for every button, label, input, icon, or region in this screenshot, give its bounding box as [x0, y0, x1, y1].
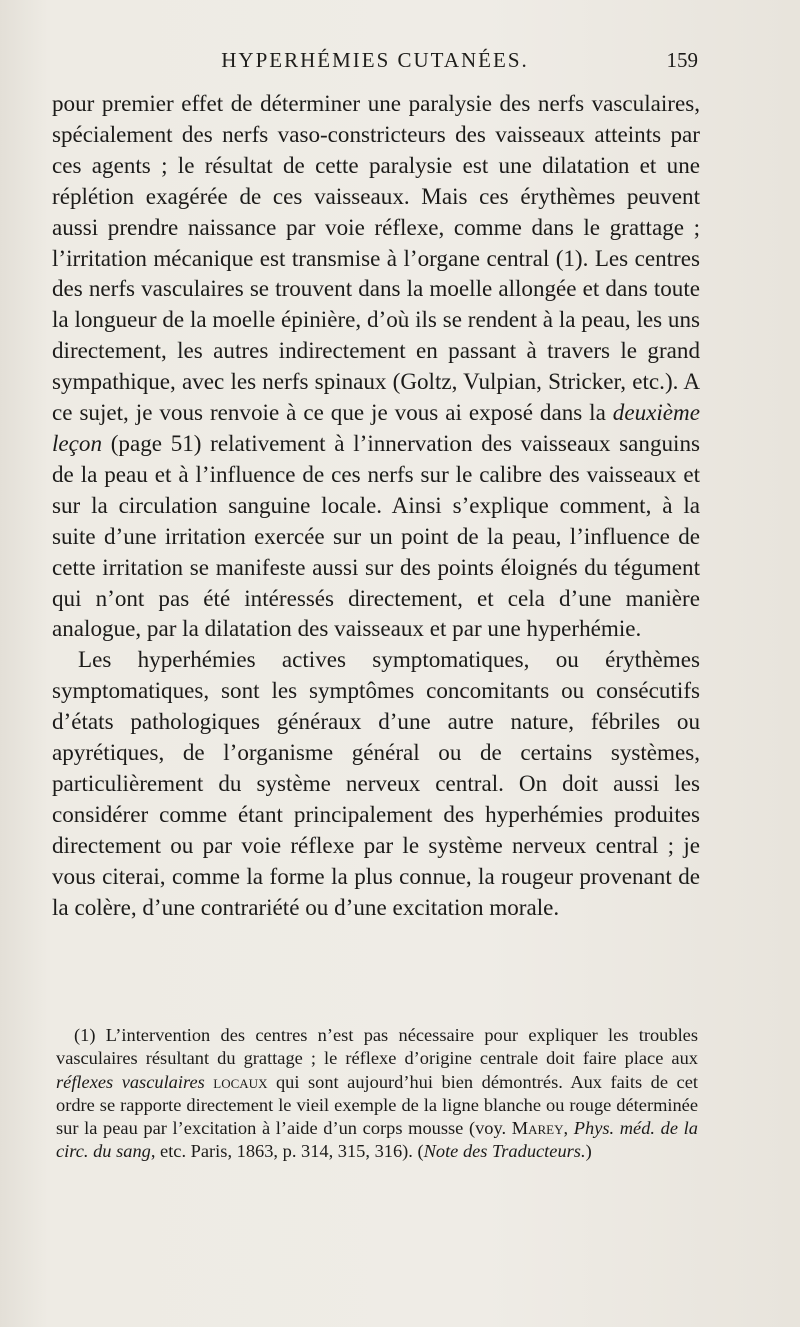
paragraph-1: [52, 88, 700, 644]
paragraph-1-italic: deuxième leçon: [52, 399, 700, 456]
body-text: [52, 88, 700, 922]
running-title: HYPERHÉMIES CUTANÉES.: [221, 48, 529, 72]
footnote-part-1: (1) L’intervention des centres n’est pas nécessaire pour expliquer les troubles vasculaires résultant du grattage ; le réflexe d’origine centrale doit faire place aux: [56, 1025, 698, 1069]
paragraph-2: Les hyperhémies actives symptomatiques, ou érythèmes symptomatiques, sont les symptômes concomitants ou consécutifs d’états pathologiques généraux d’une autre nature, fébriles ou apyrétiques, de l’organisme général ou de certains systèmes, particulièrement du système nerveux central. On doit aussi les considérer comme étant principalement des hyperhémies produites directement ou par voie réflexe par le système nerveux central ; je vous citerai, comme la forme la plus connue, la rougeur provenant de la colère, d’une contrariété ou d’une excitation morale.: [52, 646, 700, 920]
footnote-smallcaps-1: locaux: [213, 1071, 268, 1092]
footnote: [56, 1024, 698, 1164]
page-header: [50, 44, 700, 78]
footnote-author-name: Marey: [511, 1118, 564, 1139]
paragraph-1-text-a: pour premier effet de déterminer une paralysie des nerfs vasculaires, spécialement des nerfs vaso-constricteurs des vaisseaux atteints par ces agents ; le résultat de cette paralysie est une dilatation et une réplétion exagérée de ces vaisseaux. Mais ces érythèmes peuvent aussi prendre naissance par voie réflexe, comme dans le grattage ; l’irritation mécanique est transmise à l’organe central (1). Les centres des nerfs vasculaires se trouvent dans la moelle allongée et dans toute la longueur de la moelle épinière, d’où ils se rendent à la peau, les uns directement, les autres indirectement en passant à travers le grand sympathique, avec les nerfs spinaux (Goltz, Vulpian, Stricker, etc.). A ce sujet, je vous renvoie à ce que je vous ai exposé dans la: [52, 90, 700, 426]
footnote-italic-1: réflexes vasculaires: [56, 1071, 205, 1092]
footnote-part-5: ): [585, 1141, 592, 1162]
footnote-book-title: Phys. méd. de la circ. du sang: [56, 1118, 698, 1162]
footnote-text: [56, 1024, 698, 1164]
footnote-translator-note: Note des Traducteurs.: [423, 1141, 586, 1162]
footnote-part-2: qui sont aujourd’hui bien démontrés. Aux faits de cet ordre se rapporte directement le vieil exemple de la ligne blanche ou rouge déterminée sur la peau par l’excitation à l’aide d’un corps mousse (voy.: [56, 1071, 698, 1139]
footnote-part-3: ,: [563, 1118, 569, 1139]
page-number: 159: [666, 48, 698, 72]
footnote-part-4: , etc. Paris, 1863, p. 314, 315, 316). (: [150, 1141, 424, 1162]
paragraph-1-text-b: (page 51) relativement à l’innervation des vaisseaux sanguins de la peau et à l’influence de ces nerfs sur le calibre des vaisseaux et sur la circulation sanguine locale. Ainsi s’explique comment, à la suite d’une irritation exercée sur un point de la peau, l’influence de cette irritation se manifeste aussi sur des points éloignés du tégument qui n’ont pas été intéressés directement, et cela d’une manière analogue, par la dilatation des vaisseaux et par une hyperhémie.: [52, 429, 700, 642]
